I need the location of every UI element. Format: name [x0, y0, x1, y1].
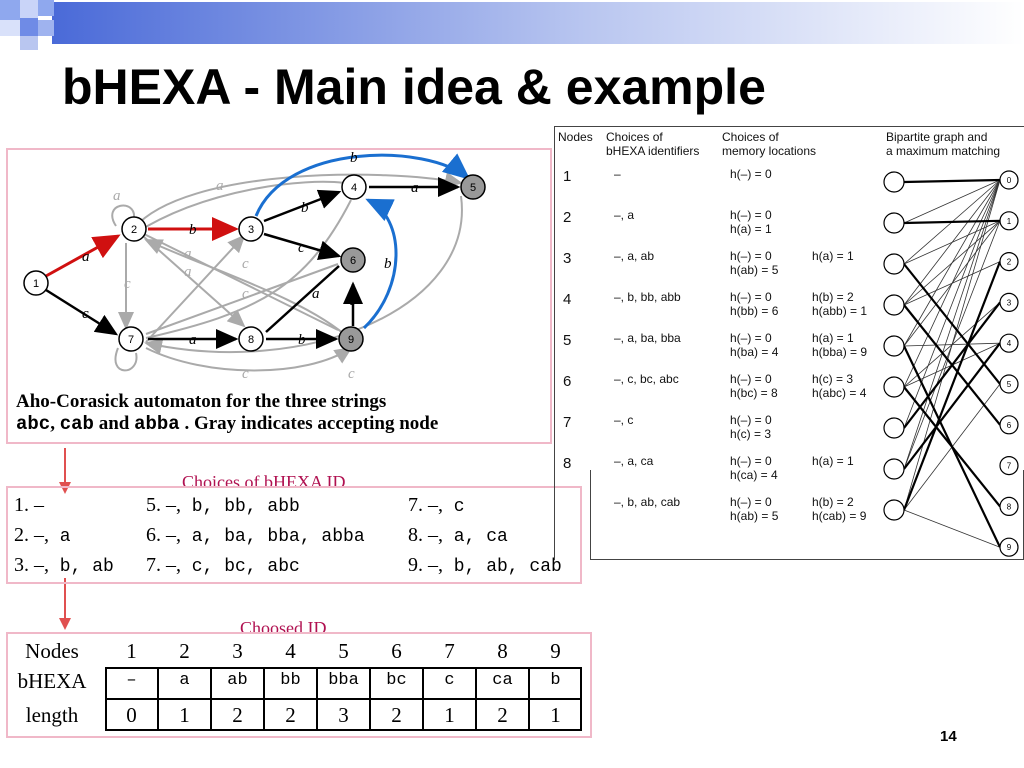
svg-text:a: a: [184, 246, 192, 262]
right-row-mem2: h(a) = 1: [812, 454, 854, 468]
choice-ids: c: [443, 497, 465, 517]
choosed-bhexa: a: [179, 671, 190, 690]
right-row-ids: –, a, ca: [614, 454, 654, 468]
choosed-row-label: Nodes: [25, 639, 79, 663]
choice-item: [408, 494, 465, 517]
svg-text:1: 1: [32, 278, 40, 290]
right-row-mem2: h(c) = 3 h(abc) = 4: [812, 372, 867, 400]
choice-node-prefix: 3. –,: [14, 554, 49, 576]
svg-text:b: b: [301, 200, 309, 216]
svg-text:a: a: [312, 286, 320, 302]
svg-text:b: b: [189, 222, 197, 238]
automaton-nodes: [24, 175, 485, 351]
right-row-mem1: h(–) = 0 h(ca) = 4: [730, 454, 778, 482]
choosed-node: 1: [126, 639, 137, 663]
right-row-mem1: h(–) = 0 h(bc) = 8: [730, 372, 778, 400]
svg-text:3: 3: [247, 224, 255, 236]
right-table-header: Choices of memory locations: [722, 130, 817, 158]
svg-text:b: b: [298, 332, 306, 348]
svg-text:c: c: [349, 293, 356, 309]
slide-title: bHEXA - Main idea & example: [62, 59, 766, 115]
choosed-node: 5: [338, 639, 349, 663]
svg-text:8: 8: [247, 334, 255, 346]
right-row-mem1: h(–) = 0 h(ab) = 5: [730, 495, 779, 523]
right-row-ids: –, b, ab, cab: [614, 495, 681, 509]
memory-slot-label: 9: [1006, 543, 1012, 553]
choice-node-prefix: 1. –: [14, 494, 44, 516]
choice-item: [146, 494, 300, 517]
choosed-row-label: length: [25, 703, 79, 727]
right-row-ids: –, a, ab: [614, 249, 655, 263]
memory-slot-label: 8: [1006, 502, 1012, 512]
svg-text:c: c: [242, 256, 249, 272]
choosed-length: 2: [285, 703, 296, 727]
choice-item: [14, 494, 44, 517]
right-row-ids: –, c, bc, abc: [614, 372, 679, 386]
choice-node-prefix: 8. –,: [408, 524, 443, 546]
right-row-mem1: h(–) = 0 h(ab) = 5: [730, 249, 779, 277]
right-row-mem2: h(b) = 2 h(cab) = 9: [812, 495, 867, 523]
caption-rest: . Gray indicates accepting node: [179, 413, 439, 434]
choice-ids: a, ba, bba, abba: [181, 527, 365, 547]
caption-line2: [16, 413, 438, 435]
bipartite-left-node: [884, 336, 904, 356]
memory-slot-label: 5: [1006, 380, 1012, 389]
choosed-node: 3: [232, 639, 243, 663]
choice-item: [408, 554, 562, 577]
right-row-ids: –, c: [614, 413, 634, 427]
choosed-bhexa: bb: [280, 671, 301, 690]
svg-text:7: 7: [127, 334, 135, 346]
right-table-header: Nodes: [558, 130, 593, 144]
choosed-row-label: bHEXA: [17, 669, 87, 693]
svg-text:6: 6: [349, 255, 357, 267]
svg-text:a: a: [216, 178, 224, 194]
page-number: 14: [940, 728, 957, 745]
right-row-mem2: h(a) = 1: [812, 249, 854, 263]
right-row-node: 3: [563, 250, 572, 267]
choice-node-prefix: 7. –,: [146, 554, 181, 576]
choice-ids: a, ca: [443, 527, 508, 547]
choice-ids: b, ab, cab: [443, 557, 562, 577]
choosed-node: 7: [444, 639, 455, 663]
choice-node-prefix: 2. –,: [14, 524, 49, 546]
choosed-title: Choosed ID: [240, 618, 327, 638]
right-row-mem1: h(–) = 0 h(a) = 1: [730, 208, 772, 236]
bipartite-left-node: [884, 377, 904, 397]
bipartite-graph: [872, 160, 1024, 560]
memory-slot-label: 0: [1006, 176, 1012, 185]
svg-text:b: b: [350, 150, 358, 166]
choosed-bhexa: –: [126, 671, 137, 690]
svg-text:a: a: [411, 180, 419, 196]
right-row-mem1: h(–) = 0 h(ba) = 4: [730, 331, 779, 359]
caption-string-abc: abc: [16, 413, 51, 435]
right-row-node: 6: [563, 373, 572, 390]
right-row-node: 5: [563, 332, 572, 349]
right-row-mem2: h(b) = 2 h(abb) = 1: [812, 290, 868, 318]
choice-node-prefix: 5. –,: [146, 494, 181, 516]
choices-title: Choices of bHEXA ID: [182, 472, 346, 492]
choice-ids: b, bb, abb: [181, 497, 300, 517]
svg-text:2: 2: [130, 224, 138, 236]
choosed-length: 2: [497, 703, 508, 727]
bipartite-edge: [904, 180, 1000, 305]
right-row-mem2: h(a) = 1 h(bba) = 9: [812, 331, 868, 359]
caption-and: and: [93, 413, 135, 434]
choosed-node: 6: [391, 639, 402, 663]
bipartite-left-node: [884, 295, 904, 315]
choice-ids: c, bc, abc: [181, 557, 300, 577]
svg-text:a: a: [184, 264, 192, 280]
right-row-mem1: h(–) = 0 h(c) = 3: [730, 413, 772, 441]
right-row-node: 1: [563, 168, 572, 185]
choosed-node: 4: [285, 639, 296, 663]
svg-text:9: 9: [347, 334, 355, 346]
matching-edge: [904, 180, 1000, 182]
bipartite-left-node: [884, 254, 904, 274]
choice-node-prefix: 9. –,: [408, 554, 443, 576]
memory-slot-label: 2: [1006, 257, 1012, 267]
choice-node-prefix: 6. –,: [146, 524, 181, 546]
choosed-length: 3: [338, 703, 349, 727]
right-table-header: Bipartite graph and a maximum matching: [886, 130, 1001, 158]
caption-sep: ,: [50, 413, 60, 434]
svg-text:c: c: [124, 276, 131, 292]
choice-item: [146, 524, 365, 547]
bipartite-left-node: [884, 459, 904, 479]
svg-text:c: c: [82, 306, 89, 322]
right-row-ids: –, a: [614, 208, 635, 222]
right-row-ids: –, b, bb, abb: [614, 290, 681, 304]
svg-text:5: 5: [469, 182, 477, 194]
memory-slot-label: 6: [1006, 420, 1012, 430]
choosed-length: 2: [391, 703, 402, 727]
right-row-ids: –, a, ba, bba: [614, 331, 681, 345]
choosed-node: 2: [179, 639, 190, 663]
bipartite-edge: [904, 180, 1000, 428]
right-row-node: 2: [563, 209, 572, 226]
right-row-node: 4: [563, 291, 572, 308]
automaton-diagram: [6, 148, 552, 388]
choosed-node: 8: [497, 639, 508, 663]
choice-item: [408, 524, 508, 547]
choosed-length: 2: [232, 703, 243, 727]
bipartite-left-node: [884, 213, 904, 233]
automaton-caption: [16, 391, 438, 435]
svg-text:4: 4: [350, 182, 358, 194]
caption-string-cab: cab: [59, 413, 94, 435]
svg-text:a: a: [82, 249, 90, 265]
right-row-mem1: h(–) = 0: [730, 167, 772, 181]
choice-item: [14, 554, 114, 577]
svg-text:b: b: [384, 256, 392, 272]
memory-slot-label: 1: [1006, 216, 1012, 226]
choice-item: [146, 554, 300, 577]
choice-ids: a: [49, 527, 71, 547]
choosed-length: 1: [550, 703, 561, 727]
choosed-bhexa: ca: [492, 671, 513, 690]
bipartite-left-node: [884, 172, 904, 192]
choosed-bhexa: bba: [328, 671, 359, 690]
svg-text:a: a: [189, 332, 197, 348]
choice-item: [14, 524, 71, 547]
svg-text:c: c: [242, 286, 249, 302]
right-table-header: Choices of bHEXA identifiers: [606, 130, 700, 158]
header-decoration: [0, 0, 1024, 55]
bipartite-left-node: [884, 500, 904, 520]
caption-line1: Aho-Corasick automaton for the three strings: [16, 391, 387, 412]
svg-text:c: c: [348, 366, 355, 382]
choosed-length: 1: [179, 703, 190, 727]
memory-slot-label: 4: [1006, 339, 1012, 349]
choosed-bhexa: c: [444, 671, 455, 690]
caption-string-abba: abba: [134, 413, 180, 435]
right-row-mem1: h(–) = 0 h(bb) = 6: [730, 290, 779, 318]
right-row-ids: –: [614, 167, 621, 181]
right-row-node: 7: [563, 414, 572, 431]
choosed-bhexa: ab: [227, 671, 248, 690]
svg-text:c: c: [242, 366, 249, 382]
svg-text:a: a: [113, 188, 121, 204]
choice-ids: b, ab: [49, 557, 114, 577]
bipartite-left-node: [884, 418, 904, 438]
right-row-node: 8: [563, 455, 572, 472]
choosed-bhexa: bc: [386, 671, 407, 690]
choice-node-prefix: 7. –,: [408, 494, 443, 516]
choosed-grid-divider: [105, 698, 582, 700]
choosed-bhexa: b: [550, 671, 561, 690]
memory-slot-label: 3: [1006, 298, 1012, 308]
svg-text:c: c: [298, 240, 305, 256]
choosed-length: 0: [126, 703, 137, 727]
bipartite-edge: [904, 180, 1000, 510]
memory-slot-label: 7: [1006, 461, 1012, 471]
choosed-node: 9: [550, 639, 561, 663]
choosed-length: 1: [444, 703, 455, 727]
failure-edges: [112, 175, 462, 371]
